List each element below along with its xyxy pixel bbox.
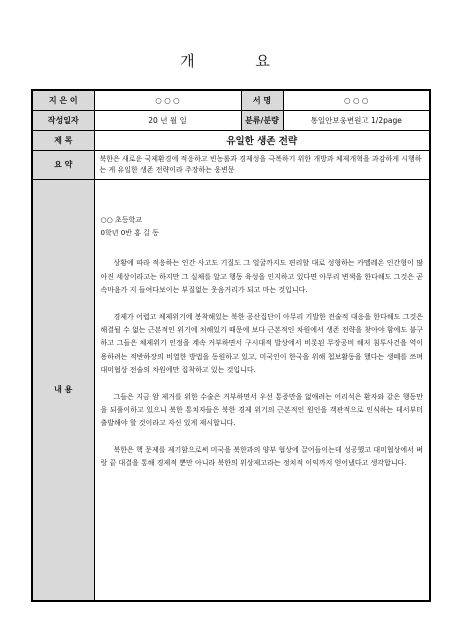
paragraph-1: 상황에 따라 적응하는 인간 사고도 기질도 그 얼굴까지도 편리할 대로 성형하는 카멜레온 인간형이 많아진 세상이라고는 하지만 그 실체를 알고 행동 육성을 인지하고 있다면 아무리 변색을 한다해도 그것은 곧 속마음가 지 들여다보이는 부질없는 웃음거리가 되고 마는 것입니다. — [100, 259, 423, 295]
overview-form-table — [31, 89, 431, 602]
date-value: 20 년 월 일 — [94, 110, 241, 130]
subject-row — [32, 130, 430, 150]
date-label: 작성일자 — [32, 110, 94, 130]
content-body — [94, 179, 430, 601]
name-label: 서 명 — [241, 90, 283, 110]
student-name: 0학년 0반 홍 길 동 — [100, 228, 159, 237]
subject-label: 제 목 — [32, 130, 94, 150]
paragraph-3: 그들은 지금 암 제거를 위한 수술은 거부하면서 우선 통증만을 없애려는 어리석은 환자와 같은 행동만을 되풀이하고 있으니 북한 통치자들은 북한 경제 위기의 근본적인 원인을 객관적으로 인식하는 데서부터 출발해야 할 것이라고 자신 있게 제시합니다. — [100, 392, 423, 428]
category-label: 분류/분량 — [241, 110, 283, 130]
author-row — [32, 90, 430, 110]
summary-row — [32, 150, 430, 179]
page-title: 개 요 — [180, 52, 298, 70]
date-row — [32, 110, 430, 130]
name-value: ○ ○ ○ — [283, 90, 430, 110]
school-name: ○○ 초등학교 — [100, 215, 142, 224]
category-value: 통일안보웅변원고 1/2page — [283, 110, 430, 130]
content-row — [32, 179, 430, 601]
summary-label: 요 약 — [32, 150, 94, 179]
author-label: 지 은 이 — [32, 90, 94, 110]
paragraph-2: 경제가 어렵고 체제위기에 봉착해있는 북한 공산집단이 아무리 기발한 전술적 대응을 한다해도 그것은 해결될 수 없는 근본적인 위기에 처해있기 때문에 보다 근본적인 차원에서 생존 전략을 찾아야 함에도 불구하고 그들은 체제위기 인정을 계속 거부하면서 구시대적 발상에서 비롯된 무장공비 해저 침투사건을 역이용하려는 적반하장의 비열한 방법을 동원하고 있고, 미국인이 한국을 위해 첩보활동을 했다는 생떼를 쓰며 대미협상 전술의 차원에만 집착하고 있는 것입니다. — [100, 312, 423, 375]
subject-value: 유일한 생존 전략 — [94, 130, 430, 150]
author-value: ○ ○ ○ — [94, 90, 241, 110]
paragraph-4: 북한은 핵 문제를 제기함으로써 미국을 북한과의 양부 협상에 끌어들이는데 성공했고 대미협상에서 벼랑 끝 대결을 통해 경제적 뿐만 아니라 북한의 위상제고라는 정치적 이익까지 얻어냈다고 생각합니다. — [100, 445, 423, 468]
content-label: 내 용 — [32, 179, 94, 601]
summary-value: 북한은 새로운 국제환경에 적응하고 빈농롤과 경제성을 극복하기 위한 개방과 체제개혁을 과감하게 시행하는 게 유일한 생존 전략이라 주장하는 웅변문 — [94, 150, 430, 179]
